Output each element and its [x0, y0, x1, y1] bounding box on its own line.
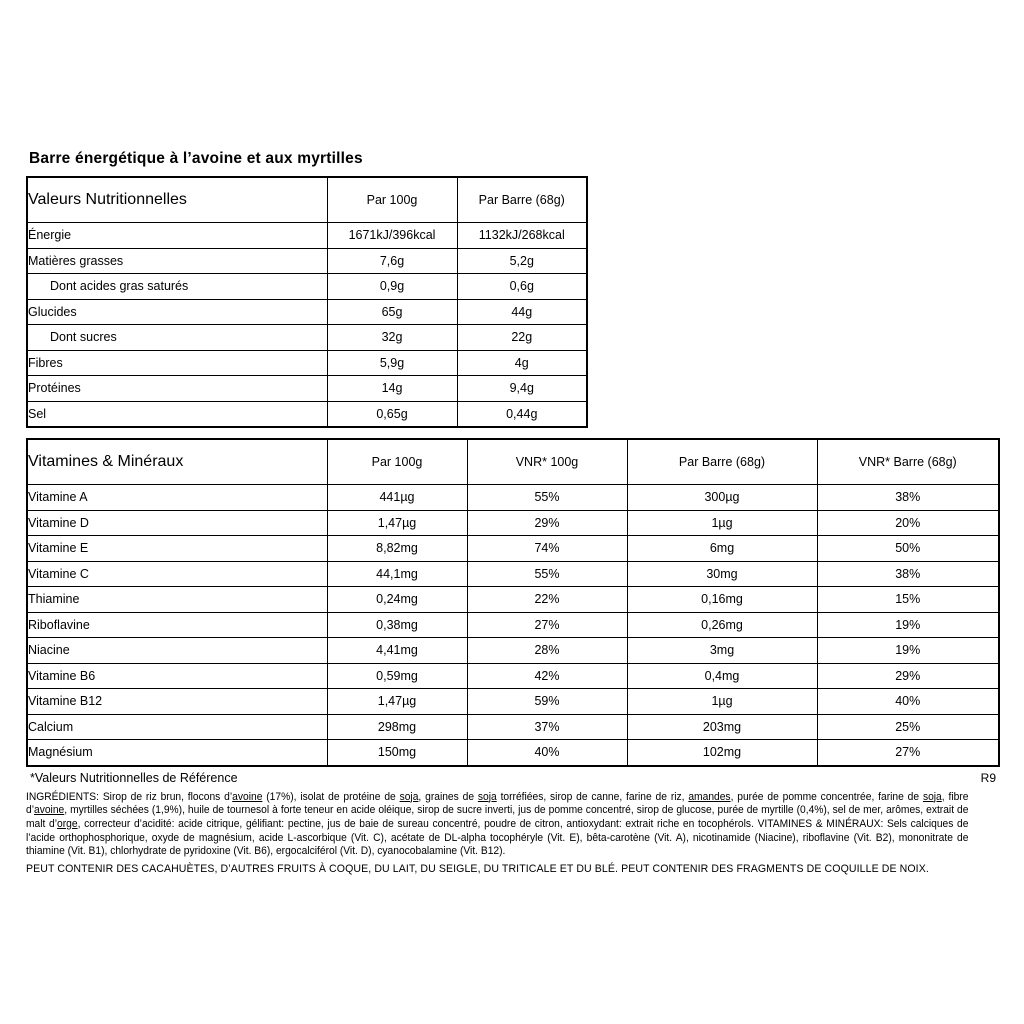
- nutrition-table-title: Valeurs Nutritionnelles: [27, 177, 327, 223]
- ingredients-body: Sirop de riz brun, flocons d’avoine (17%), isolat de protéine de soja, graines de soja torréfiées, sirop de canne, farine de riz, amandes, purée de pomme concentrée, farine de soja, fibre d’avoine, myrtilles séchées (1,9%), huile de tournesol à forte teneur en acide oléique, sirop de sucre inverti, jus de pomme concentré, sirop de glucose, purée de myrtille (0,4%), sel de mer, arômes, extrait de malt d’orge, correcteur d’acidité: acide citrique, gélifiant: pectine, jus de baie de sureau concentré, poudre de citron, antioxydant: extrait riche en tocophérols. VITAMINES & MINÉRAUX: Sels calciques de l’acide orthophosphorique, oxyde de magnésium, acide L-ascorbique (Vit. C), acétate de DL-alpha tocophéryle (Vit. E), bêta-carotène (Vit. A), nicotinamide (Niacine), riboflavine (Vit. B2), mononitrate de thiamine (Vit. B1), chlorhydrate de pyridoxine (Vit. B6), ergocalciférol (Vit. D), cyanocobalamine (Vit. B12).: [26, 790, 969, 858]
- micronutrient-value: 441µg: [327, 485, 467, 511]
- table-row: [27, 689, 999, 715]
- nutrient-value: 22g: [457, 325, 587, 351]
- micronutrient-value: 0,26mg: [627, 612, 817, 638]
- nutrient-value: 4g: [457, 350, 587, 376]
- nutrient-value: 5,9g: [327, 350, 457, 376]
- micronutrient-value: 55%: [467, 561, 627, 587]
- micronutrient-value: 20%: [817, 510, 999, 536]
- micronutrient-label: Riboflavine: [27, 612, 327, 638]
- micronutrient-value: 40%: [467, 740, 627, 766]
- vitamins-col-header-100g: Par 100g: [327, 439, 467, 485]
- nutrition-label-page: [26, 150, 998, 875]
- micronutrient-value: 298mg: [327, 714, 467, 740]
- micronutrient-value: 6mg: [627, 536, 817, 562]
- nutrient-value: 1671kJ/396kcal: [327, 223, 457, 249]
- micronutrient-value: 0,38mg: [327, 612, 467, 638]
- table-row: [27, 401, 587, 427]
- micronutrient-value: 42%: [467, 663, 627, 689]
- micronutrient-value: 3mg: [627, 638, 817, 664]
- micronutrient-value: 44,1mg: [327, 561, 467, 587]
- vitamins-minerals-table: [26, 438, 1000, 767]
- table-row: [27, 587, 999, 613]
- table-row: [27, 350, 587, 376]
- table-row: [27, 510, 999, 536]
- micronutrient-value: 0,24mg: [327, 587, 467, 613]
- nutrition-facts-table: [26, 176, 588, 428]
- table-row: [27, 714, 999, 740]
- nutrition-col-header-100g: Par 100g: [327, 177, 457, 223]
- vnr-footnote: *Valeurs Nutritionnelles de Référence: [30, 770, 238, 785]
- nutrient-value: 0,6g: [457, 274, 587, 300]
- vitamins-col-header-vnr-bar: VNR* Barre (68g): [817, 439, 999, 485]
- micronutrient-label: Vitamine E: [27, 536, 327, 562]
- nutrition-col-header-bar: Par Barre (68g): [457, 177, 587, 223]
- micronutrient-value: 0,4mg: [627, 663, 817, 689]
- nutrient-value: 9,4g: [457, 376, 587, 402]
- allergen-warning: PEUT CONTENIR DES CACAHUÈTES, D’AUTRES FRUITS À COQUE, DU LAIT, DU SEIGLE, DU TRITICALE ET DU BLÉ. PEUT CONTENIR DES FRAGMENTS DE COQUILLE DE NOIX.: [26, 862, 929, 875]
- micronutrient-value: 27%: [467, 612, 627, 638]
- table-row: [27, 376, 587, 402]
- vitamins-col-header-bar: Par Barre (68g): [627, 439, 817, 485]
- table-row: [27, 299, 587, 325]
- micronutrient-label: Vitamine B12: [27, 689, 327, 715]
- nutrient-value: 32g: [327, 325, 457, 351]
- nutrient-value: 44g: [457, 299, 587, 325]
- micronutrient-label: Vitamine C: [27, 561, 327, 587]
- nutrient-label: Protéines: [27, 376, 327, 402]
- micronutrient-value: 1µg: [627, 510, 817, 536]
- micronutrient-value: 27%: [817, 740, 999, 766]
- nutrient-label: Sel: [27, 401, 327, 427]
- micronutrient-value: 50%: [817, 536, 999, 562]
- ingredients-heading: INGRÉDIENTS:: [26, 790, 99, 803]
- micronutrient-value: 40%: [817, 689, 999, 715]
- micronutrient-label: Vitamine B6: [27, 663, 327, 689]
- micronutrient-value: 203mg: [627, 714, 817, 740]
- micronutrient-value: 300µg: [627, 485, 817, 511]
- table-row: [27, 485, 999, 511]
- table-row: [27, 274, 587, 300]
- micronutrient-value: 4,41mg: [327, 638, 467, 664]
- micronutrient-value: 29%: [817, 663, 999, 689]
- nutrient-label: Fibres: [27, 350, 327, 376]
- nutrient-value: 7,6g: [327, 248, 457, 274]
- micronutrient-value: 59%: [467, 689, 627, 715]
- table-row: [27, 536, 999, 562]
- nutrient-value: 1132kJ/268kcal: [457, 223, 587, 249]
- nutrient-label: Dont acides gras saturés: [27, 274, 327, 300]
- table-row: [27, 612, 999, 638]
- table-row: [27, 740, 999, 766]
- nutrition-table-header-row: [27, 177, 587, 223]
- micronutrient-value: 19%: [817, 638, 999, 664]
- micronutrient-value: 38%: [817, 561, 999, 587]
- nutrient-value: 14g: [327, 376, 457, 402]
- nutrient-label: Dont sucres: [27, 325, 327, 351]
- table-row: [27, 223, 587, 249]
- nutrient-value: 0,9g: [327, 274, 457, 300]
- micronutrient-value: 0,59mg: [327, 663, 467, 689]
- micronutrient-value: 25%: [817, 714, 999, 740]
- nutrient-label: Énergie: [27, 223, 327, 249]
- micronutrient-value: 8,82mg: [327, 536, 467, 562]
- micronutrient-value: 15%: [817, 587, 999, 613]
- micronutrient-value: 150mg: [327, 740, 467, 766]
- micronutrient-value: 55%: [467, 485, 627, 511]
- micronutrient-value: 22%: [467, 587, 627, 613]
- ingredients-paragraph: [26, 791, 968, 859]
- micronutrient-value: 37%: [467, 714, 627, 740]
- micronutrient-value: 19%: [817, 612, 999, 638]
- nutrient-value: 0,65g: [327, 401, 457, 427]
- micronutrient-value: 30mg: [627, 561, 817, 587]
- micronutrient-label: Thiamine: [27, 587, 327, 613]
- table-row: [27, 638, 999, 664]
- micronutrient-label: Magnésium: [27, 740, 327, 766]
- micronutrient-value: 28%: [467, 638, 627, 664]
- vitamins-table-header-row: [27, 439, 999, 485]
- revision-code: R9: [980, 770, 996, 785]
- micronutrient-label: Niacine: [27, 638, 327, 664]
- vitamins-table-title: Vitamines & Minéraux: [27, 439, 327, 485]
- nutrient-value: 5,2g: [457, 248, 587, 274]
- vitamins-col-header-vnr-100g: VNR* 100g: [467, 439, 627, 485]
- table-row: [27, 561, 999, 587]
- micronutrient-value: 38%: [817, 485, 999, 511]
- table-row: [27, 663, 999, 689]
- micronutrient-value: 0,16mg: [627, 587, 817, 613]
- nutrient-value: 0,44g: [457, 401, 587, 427]
- micronutrient-value: 74%: [467, 536, 627, 562]
- page-title: Barre énergétique à l’avoine et aux myrtilles: [29, 150, 363, 167]
- micronutrient-value: 1,47µg: [327, 689, 467, 715]
- micronutrient-value: 1,47µg: [327, 510, 467, 536]
- micronutrient-value: 1µg: [627, 689, 817, 715]
- nutrient-value: 65g: [327, 299, 457, 325]
- footnote-row: [26, 771, 998, 785]
- table-row: [27, 325, 587, 351]
- nutrient-label: Glucides: [27, 299, 327, 325]
- micronutrient-value: 29%: [467, 510, 627, 536]
- micronutrient-value: 102mg: [627, 740, 817, 766]
- micronutrient-label: Vitamine A: [27, 485, 327, 511]
- micronutrient-label: Calcium: [27, 714, 327, 740]
- nutrient-label: Matières grasses: [27, 248, 327, 274]
- micronutrient-label: Vitamine D: [27, 510, 327, 536]
- table-row: [27, 248, 587, 274]
